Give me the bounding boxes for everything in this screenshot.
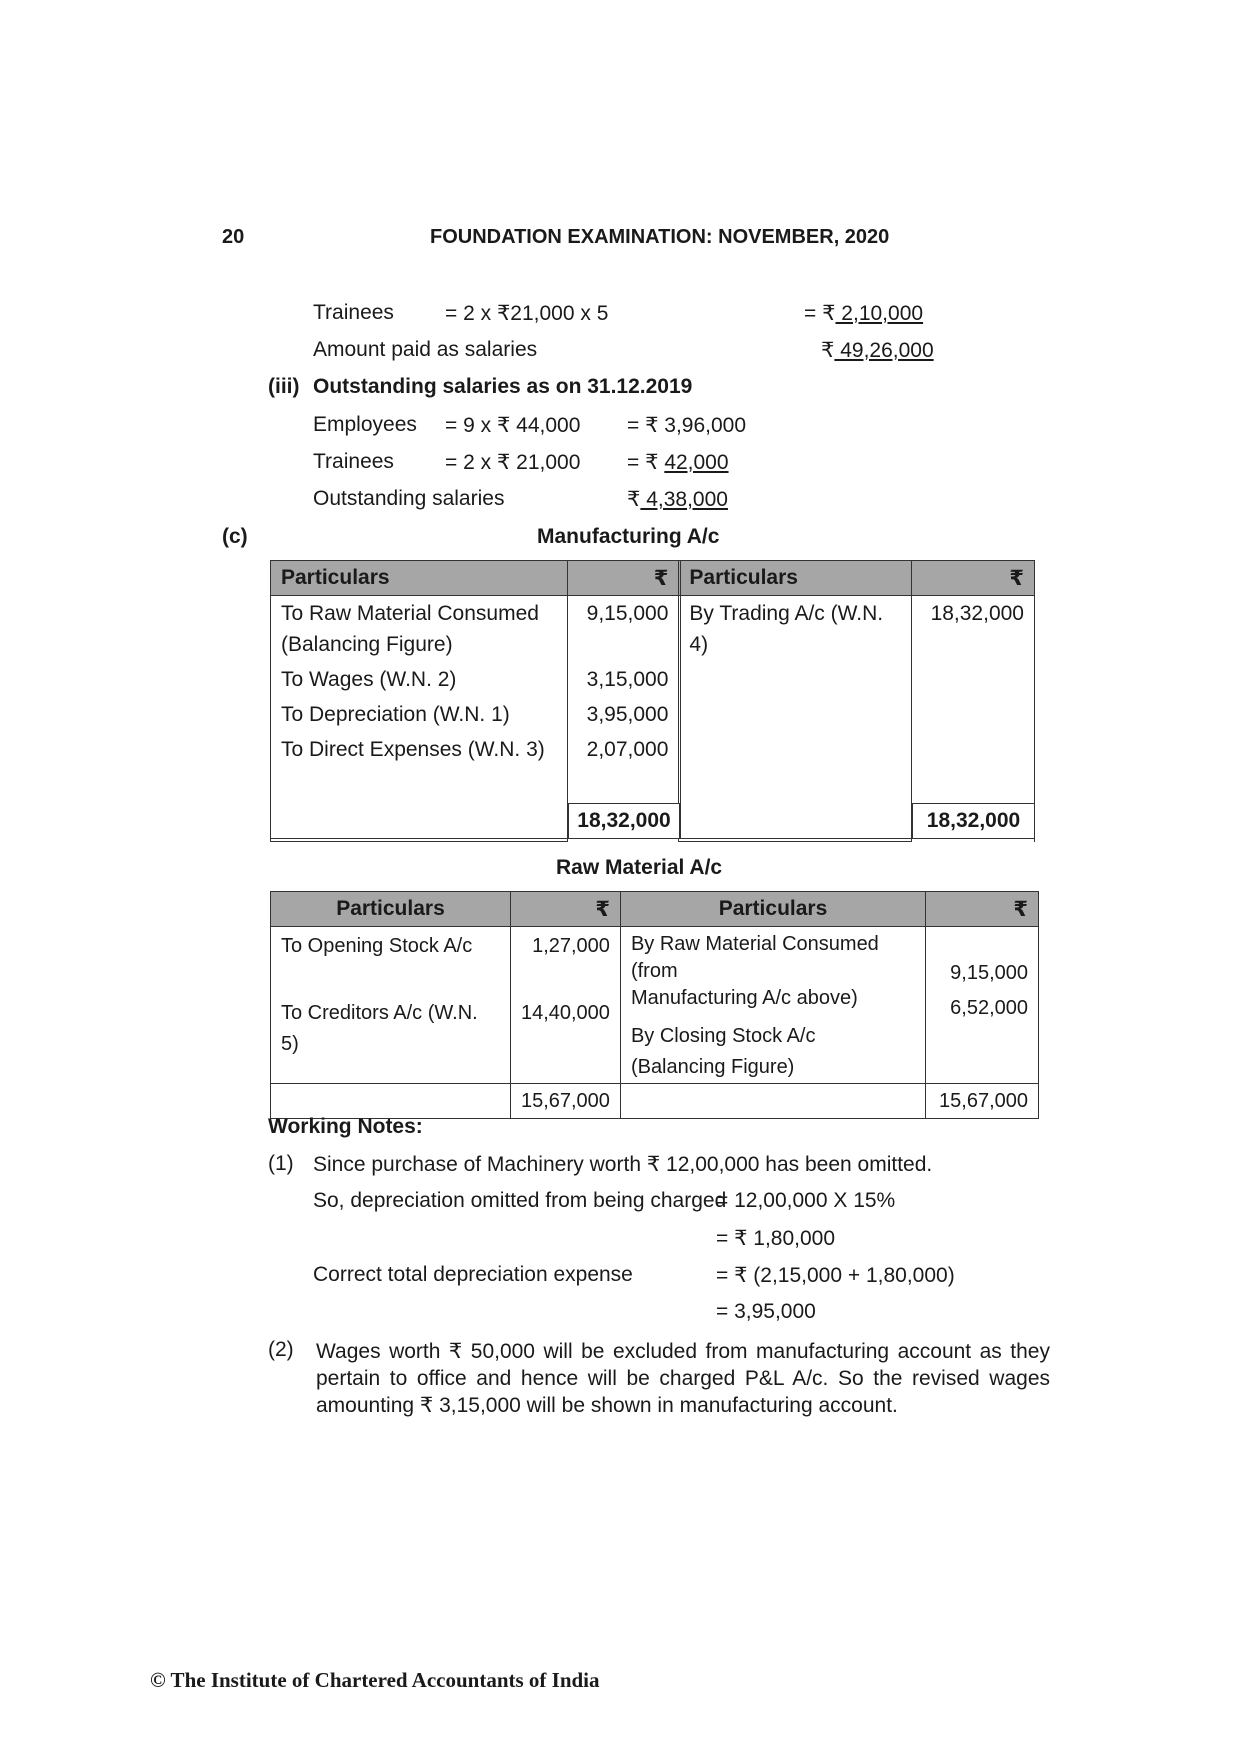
mfg-total-right: 18,32,000 bbox=[912, 803, 1035, 839]
mfg-header-amount-left: ₹ bbox=[568, 561, 679, 596]
footer-copyright: © The Institute of Chartered Accountants of India bbox=[150, 1668, 600, 1692]
rm-debit-item-2-amount: 14,40,000 bbox=[520, 1002, 610, 1024]
page-number: 20 bbox=[222, 226, 245, 248]
trainees-result-value: 2,10,000 bbox=[835, 302, 924, 325]
rm-credit-particulars bbox=[620, 927, 925, 1084]
rm-total-right: 15,67,000 bbox=[926, 1084, 1039, 1119]
rm-credit-item-2-label-2: (Balancing Figure) bbox=[630, 1056, 795, 1078]
section-c-label: (c) bbox=[222, 525, 248, 548]
rm-header-particulars-right: Particulars bbox=[620, 892, 925, 927]
rm-header-amount-left: ₹ bbox=[510, 892, 620, 927]
mfg-debit-item-1-amount: 9,15,000 bbox=[586, 602, 669, 625]
mfg-center-divider bbox=[680, 560, 681, 839]
outstanding-number: 4,38,000 bbox=[640, 488, 728, 511]
note1-total-label: Correct total depreciation expense bbox=[313, 1263, 633, 1286]
manufacturing-title: Manufacturing A/c bbox=[537, 525, 720, 548]
rm-credit-item-2-amount: 6,52,000 bbox=[950, 997, 1028, 1019]
employees-result: = ₹ 3,96,000 bbox=[627, 414, 747, 437]
note1-text: Since purchase of Machinery worth ₹ 12,00,000 has been omitted. bbox=[313, 1153, 933, 1176]
rm-credit-item-1-label-2: Manufacturing A/c above) bbox=[630, 987, 858, 1009]
mfg-debit-item-2-label: To Wages (W.N. 2) bbox=[281, 668, 457, 691]
note1-depreciation-formula: = 12,00,000 X 15% bbox=[716, 1189, 896, 1212]
section-iii-title: Outstanding salaries as on 31.12.2019 bbox=[313, 375, 693, 398]
amount-paid-label: Amount paid as salaries bbox=[313, 338, 538, 361]
raw-material-totals-row bbox=[271, 1084, 1039, 1119]
mfg-header-particulars-left: Particulars bbox=[271, 561, 568, 596]
amount-paid-number: 49,26,000 bbox=[834, 339, 934, 362]
rm-header-amount-right: ₹ bbox=[926, 892, 1039, 927]
trainees-formula: = 2 x ₹21,000 x 5 bbox=[445, 302, 609, 325]
note1-total-formula: = ₹ (2,15,000 + 1,80,000) bbox=[716, 1264, 955, 1287]
outstanding-label: Outstanding salaries bbox=[313, 487, 505, 510]
mfg-debit-item-3-label: To Depreciation (W.N. 1) bbox=[281, 703, 510, 726]
raw-material-account-table bbox=[270, 891, 1039, 1119]
mfg-credit-item-1-amount: 18,32,000 bbox=[930, 602, 1024, 625]
mfg-total-left: 18,32,000 bbox=[568, 803, 680, 839]
note1-total-value: = 3,95,000 bbox=[716, 1300, 816, 1323]
rm-debit-item-1-label: To Opening Stock A/c bbox=[281, 935, 473, 957]
raw-material-body-row bbox=[271, 927, 1039, 1084]
mfg-debit-item-4-amount: 2,07,000 bbox=[586, 738, 669, 761]
mfg-debit-item-2-amount: 3,15,000 bbox=[586, 668, 669, 691]
mfg-header-particulars-right: Particulars bbox=[679, 561, 912, 596]
trainees-iii-formula: = 2 x ₹ 21,000 bbox=[445, 451, 581, 474]
rm-total-left: 15,67,000 bbox=[510, 1084, 620, 1119]
trainees-label: Trainees bbox=[313, 301, 394, 324]
amount-paid-prefix: ₹ bbox=[821, 339, 835, 362]
mfg-debit-item-1-sub: (Balancing Figure) bbox=[281, 633, 453, 656]
outstanding-value bbox=[627, 487, 728, 512]
mfg-debit-item-4-label: To Direct Expenses (W.N. 3) bbox=[281, 738, 545, 761]
rm-credit-item-1-amount: 9,15,000 bbox=[950, 962, 1028, 984]
page-header-title: FOUNDATION EXAMINATION: NOVEMBER, 2020 bbox=[430, 226, 890, 248]
note1-depreciation-value: = ₹ 1,80,000 bbox=[716, 1227, 836, 1250]
section-iii-number: (iii) bbox=[268, 375, 300, 398]
rm-total-spacer-right bbox=[620, 1084, 925, 1119]
note1-depreciation-label: So, depreciation omitted from being charged bbox=[313, 1189, 727, 1212]
rm-debit-item-1-amount: 1,27,000 bbox=[532, 935, 610, 957]
mfg-debit-item-1-label: To Raw Material Consumed bbox=[281, 602, 539, 625]
mfg-debit-item-3-amount: 3,95,000 bbox=[586, 703, 669, 726]
rm-debit-amounts bbox=[510, 927, 620, 1084]
raw-material-header-row bbox=[271, 892, 1039, 927]
trainees-iii-result bbox=[627, 450, 729, 475]
employees-formula: = 9 x ₹ 44,000 bbox=[445, 414, 581, 437]
mfg-totals-frame bbox=[270, 803, 1035, 839]
mfg-header-amount-right: ₹ bbox=[912, 561, 1035, 596]
trainees-iii-value: 42,000 bbox=[664, 451, 729, 474]
trainees-result bbox=[804, 301, 923, 326]
outstanding-prefix: ₹ bbox=[627, 488, 641, 511]
rm-credit-item-2-label-1: By Closing Stock A/c bbox=[630, 1025, 816, 1047]
rm-credit-item-1-label-1: By Raw Material Consumed (from bbox=[630, 933, 879, 982]
trainees-iii-prefix: = ₹ bbox=[627, 451, 659, 474]
manufacturing-header-row bbox=[271, 561, 1035, 596]
note2-number: (2) bbox=[268, 1338, 294, 1361]
trainees-iii-label: Trainees bbox=[313, 450, 394, 473]
rm-debit-item-2-label: To Creditors A/c (W.N. 5) bbox=[281, 1002, 478, 1055]
trainees-result-prefix: = ₹ bbox=[804, 302, 836, 325]
amount-paid-value bbox=[821, 338, 934, 363]
rm-total-spacer-left bbox=[271, 1084, 511, 1119]
rm-header-particulars-left: Particulars bbox=[271, 892, 511, 927]
raw-material-title: Raw Material A/c bbox=[556, 856, 723, 879]
rm-debit-particulars bbox=[271, 927, 511, 1084]
note2-text: Wages worth ₹ 50,000 will be excluded from manufacturing account as they pertain to office and hence will be charged P&L A/c. So the revised wages amounting ₹ 3,15,000 will be shown in manufacturing account. bbox=[316, 1340, 1050, 1417]
working-notes-heading: Working Notes: bbox=[268, 1115, 423, 1138]
employees-label: Employees bbox=[313, 413, 417, 436]
note1-number: (1) bbox=[268, 1152, 294, 1175]
mfg-credit-item-1-label: By Trading A/c (W.N. 4) bbox=[689, 602, 884, 656]
rm-credit-amounts bbox=[926, 927, 1039, 1084]
manufacturing-account-table bbox=[270, 560, 1035, 842]
